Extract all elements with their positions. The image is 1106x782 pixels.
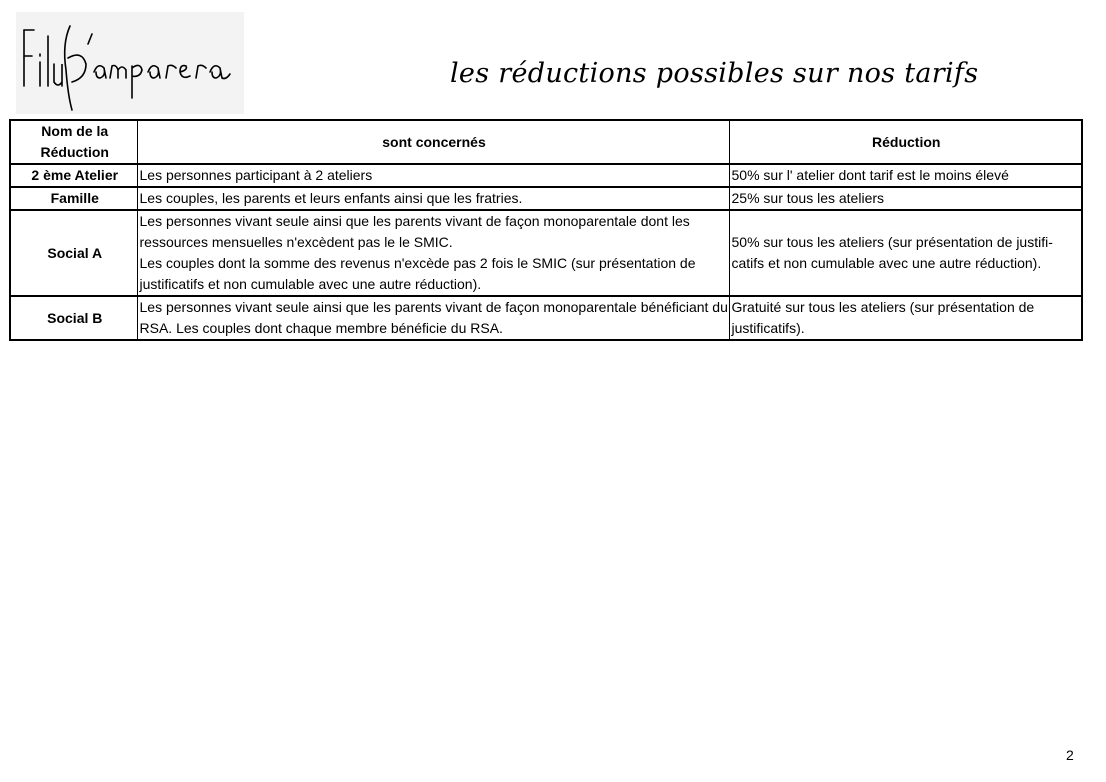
concerned-cell xyxy=(137,164,729,187)
concerned-text: Les couples, les parents et leurs enfants ainsi que les fratries. xyxy=(139,190,523,206)
table-row xyxy=(10,164,1082,187)
reduction-name: Social B xyxy=(10,296,137,340)
reduction-name: 2 ème Atelier xyxy=(10,164,137,187)
reduction-value: 25% sur tous les ateliers xyxy=(729,187,1082,210)
table-row xyxy=(10,296,1082,340)
reduction-name: Famille xyxy=(10,187,137,210)
concerned-cell xyxy=(137,210,729,296)
filu-damparera-logo xyxy=(16,12,244,114)
page-number: 2 xyxy=(1066,747,1074,763)
concerned-text: Les couples dont la somme des revenus n'excède pas 2 fois le SMIC (sur présentation de justificatifs et non cumulable avec une autre réduction). xyxy=(139,255,696,292)
table-row xyxy=(10,187,1082,210)
logo xyxy=(16,12,244,114)
reduction-name: Social A xyxy=(10,210,137,296)
concerned-cell xyxy=(137,296,729,340)
reduction-value: Gratuité sur tous les ateliers (sur présentation de justificatifs). xyxy=(729,296,1082,340)
column-header-reduction: Réduction xyxy=(729,120,1082,164)
reduction-value: 50% sur tous les ateliers (sur présentation de justifi-catifs et non cumulable avec une autre réduction). xyxy=(729,210,1082,296)
reductions-table xyxy=(9,119,1083,341)
table-header-row xyxy=(10,120,1082,164)
column-header-concerned: sont concernés xyxy=(137,120,729,164)
concerned-text: Les personnes vivant seule ainsi que les parents vivant de façon monoparentale dont les ressources mensuelles n'excèdent pas le le SMIC. xyxy=(139,213,690,250)
table-row xyxy=(10,210,1082,296)
page-title: les réductions possibles sur nos tarifs xyxy=(450,58,979,89)
column-header-name: Nom de la Réduction xyxy=(10,120,137,164)
concerned-text: Les personnes participant à 2 ateliers xyxy=(139,167,373,183)
concerned-cell xyxy=(137,187,729,210)
concerned-text: Les personnes vivant seule ainsi que les parents vivant de façon monoparentale bénéficiant du RSA. Les couples dont chaque membre bénéficie du RSA. xyxy=(139,299,728,336)
reduction-value: 50% sur l' atelier dont tarif est le moins élevé xyxy=(729,164,1082,187)
